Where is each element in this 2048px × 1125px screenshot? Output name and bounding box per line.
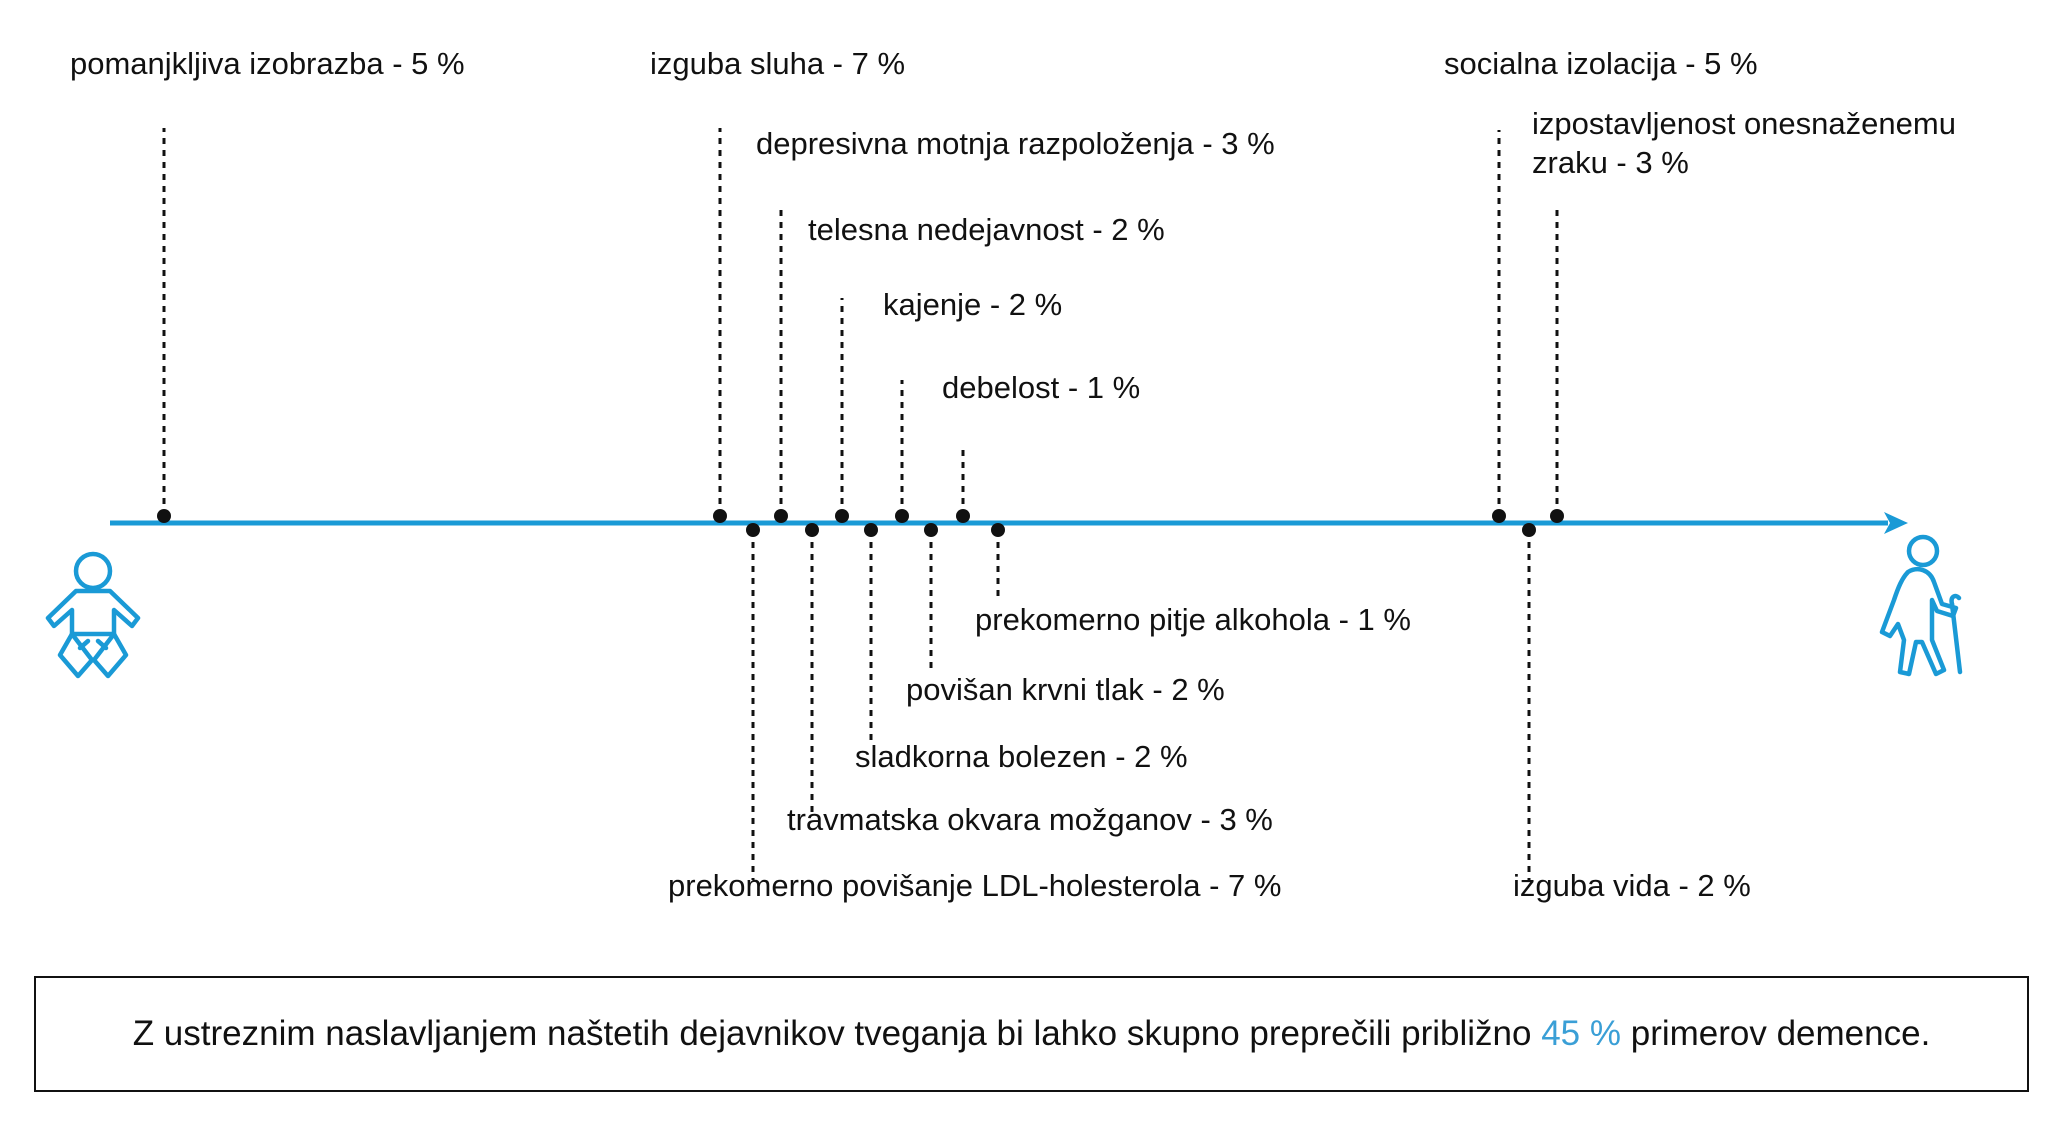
- marker-dot-social: [1492, 509, 1506, 523]
- factor-label-social: socialna izolacija - 5 %: [1444, 46, 1758, 81]
- marker-dot-ldl: [746, 523, 760, 537]
- factor-label-ldl: prekomerno povišanje LDL-holesterola - 7 %: [668, 868, 1282, 903]
- marker-dot-air: [1550, 509, 1564, 523]
- marker-dot-tbi: [805, 523, 819, 537]
- factor-label-bp: povišan krvni tlak - 2 %: [906, 672, 1225, 707]
- elderly-person-icon: [1882, 537, 1960, 674]
- marker-dot-bp: [924, 523, 938, 537]
- marker-dot-vision: [1522, 523, 1536, 537]
- factor-label-smoking: kajenje - 2 %: [883, 287, 1063, 322]
- marker-dot-alcohol: [991, 523, 1005, 537]
- summary-highlight-percentage: 45 %: [1541, 1014, 1621, 1053]
- baby-icon: [48, 554, 138, 676]
- factor-label-diabetes: sladkorna bolezen - 2 %: [855, 739, 1188, 774]
- factor-label-vision: izguba vida - 2 %: [1513, 868, 1751, 903]
- marker-dot-inactivity: [835, 509, 849, 523]
- factor-label-inactivity: telesna nedejavnost - 2 %: [808, 212, 1165, 247]
- factor-label-alcohol: prekomerno pitje alkohola - 1 %: [975, 602, 1411, 637]
- factor-label-depression: depresivna motnja razpoloženja - 3 %: [756, 126, 1275, 161]
- marker-dot-hearing: [713, 509, 727, 523]
- summary-box: [34, 976, 2029, 1092]
- marker-dot-diabetes: [864, 523, 878, 537]
- factor-label-air: izpostavljenost onesnaženemu zraku - 3 %: [1532, 106, 1956, 180]
- marker-dot-obesity: [956, 509, 970, 523]
- factor-label-tbi: travmatska okvara možganov - 3 %: [787, 802, 1273, 837]
- factor-label-obesity: debelost - 1 %: [942, 370, 1141, 405]
- marker-dot-education: [157, 509, 171, 523]
- marker-dot-depression: [774, 509, 788, 523]
- marker-dot-smoking: [895, 509, 909, 523]
- summary-text: [133, 1014, 1931, 1054]
- summary-text-before: Z ustreznim naslavljanjem naštetih dejavnikov tveganja bi lahko skupno preprečili približno: [132, 1014, 1542, 1053]
- factor-label-education: pomanjkljiva izobrazba - 5 %: [70, 46, 465, 81]
- summary-text-after: primerov demence.: [1621, 1014, 1931, 1053]
- factor-label-hearing: izguba sluha - 7 %: [650, 46, 906, 81]
